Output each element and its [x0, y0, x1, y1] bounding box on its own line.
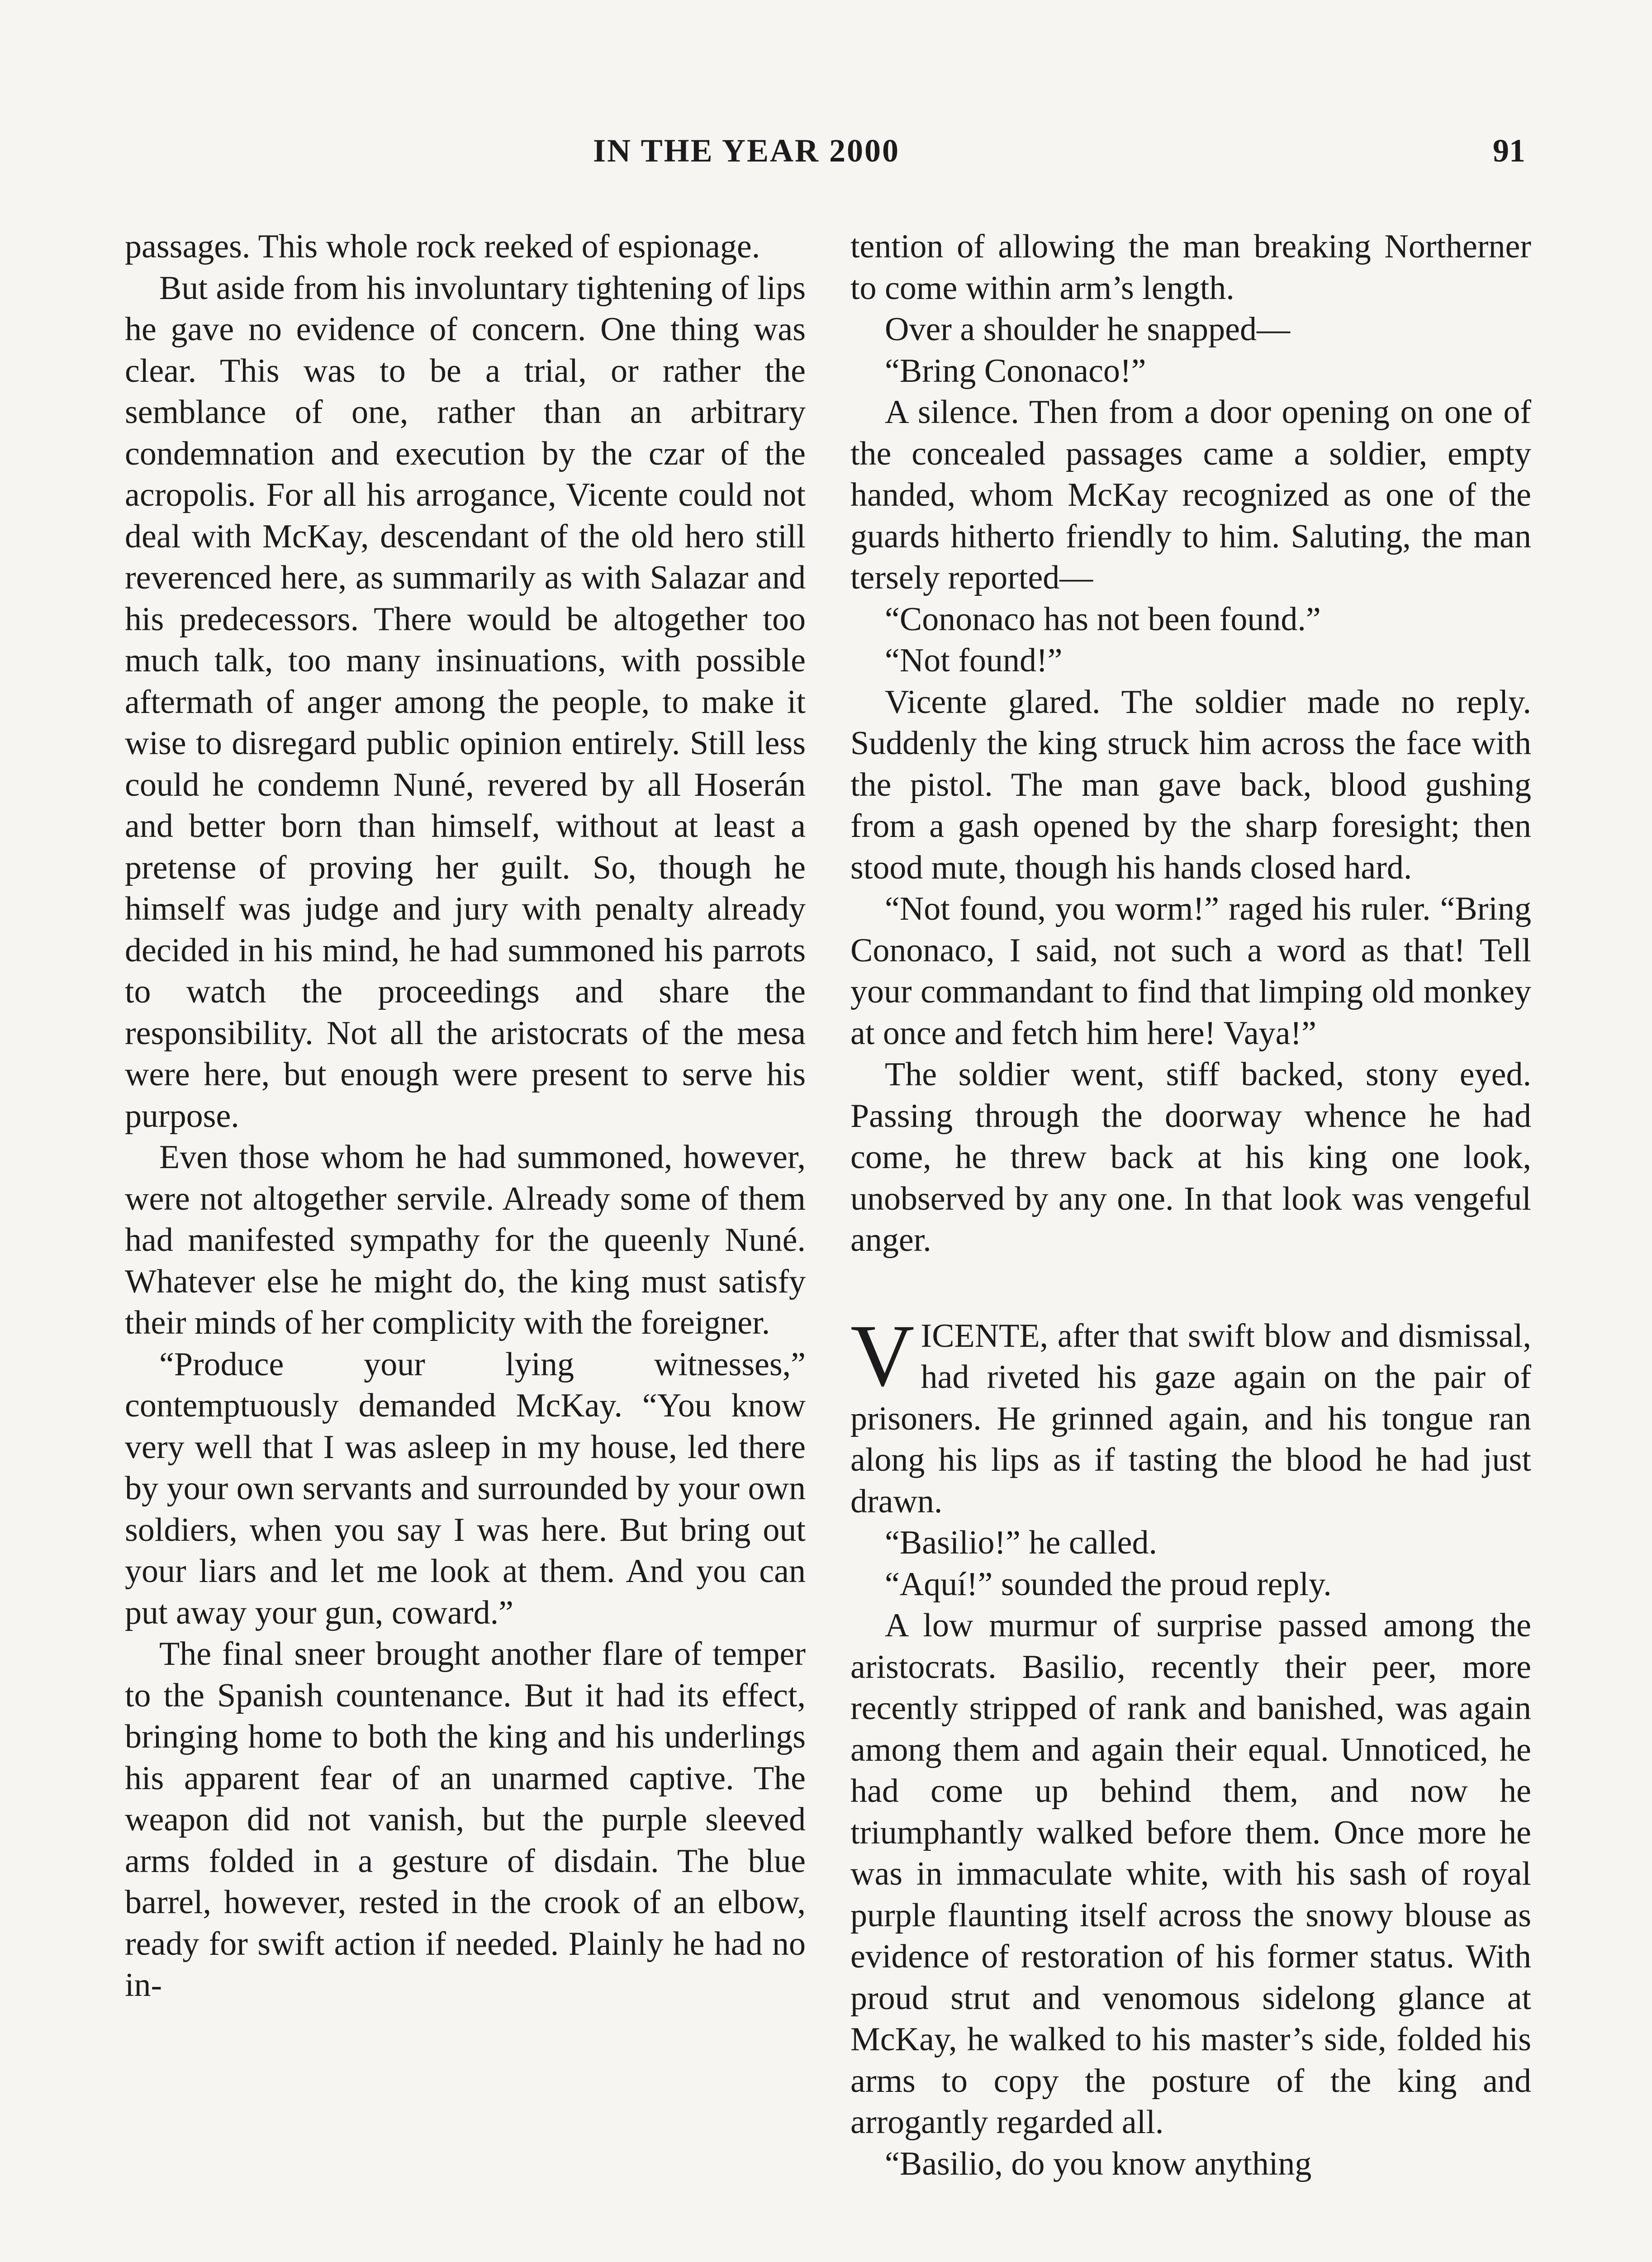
- page-number: 91: [1493, 133, 1525, 169]
- paragraph: “Not found!”: [885, 642, 1063, 679]
- paragraph: “Bring Cononaco!”: [885, 352, 1146, 390]
- left-column: [125, 226, 806, 2006]
- paragraph: “Cononaco has not been found.”: [885, 600, 1321, 638]
- paragraph: tention of allowing the man breaking Northerner to come within arm’s length.: [850, 228, 1531, 307]
- paragraph: “Produce your lying witnesses,” contemptuously demanded McKay. “You know very well that I was asleep in my house, led there by your own servants and surrounded by your own soldiers, when you say I was here. But bring out your liars and let me look at them. And you can put away your gun, coward.”: [125, 1345, 806, 1631]
- paragraph: “Basilio, do you know anything: [885, 2145, 1312, 2182]
- paragraph: The soldier went, stiff backed, stony eyed. Passing through the doorway whence he had come, he threw back at his king one look, unobserved by any one. In that look was vengeful anger.: [850, 1056, 1531, 1259]
- paragraph: A low murmur of surprise passed among the aristocrats. Basilio, recently their peer, more recently stripped of rank and banished, was again among them and again their equal. Unnoticed, he had come up behind them, and now he triumphantly walked before them. Once more he was in immaculate white, with his sash of royal purple flaunting itself across the snowy blouse as evidence of restoration of his former status. With proud strut and venomous sidelong glance at McKay, he walked to his master’s side, folded his arms to copy the posture of the king and arrogantly regarded all.: [850, 1607, 1531, 2141]
- paragraph: Over a shoulder he snapped—: [885, 311, 1290, 348]
- section-opening-text: ICENTE, after that swift blow and dismissal, had riveted his gaze again on the pair of prisoners. He grinned again, and his tongue ran along his lips as if tasting the blood he had just drawn.: [850, 1317, 1531, 1520]
- paragraph: But aside from his involuntary tightening of lips he gave no evidence of concern. One thing was clear. This was to be a trial, or rather the semblance of one, rather than an arbitrary condemnation and execution by the czar of the acropolis. For all his arrogance, Vicente could not deal with McKay, descendant of the old hero still reverenced here, as summarily as with Salazar and his predecessors. There would be altogether too much talk, too many insinuations, with possible aftermath of anger among the people, to make it wise to disregard public opinion entirely. Still less could he condemn Nuné, revered by all Hoserán and better born than himself, without at least a pretense of proving her guilt. So, though he himself was judge and jury with penalty already decided in his mind, he had summoned his parrots to watch the proceedings and share the responsibility. Not all the aristocrats of the mesa were here, but enough were present to serve his purpose.: [125, 269, 806, 1135]
- right-column: [850, 226, 1531, 2185]
- paragraph: “Not found, you worm!” raged his ruler. “Bring Cononaco, I said, not such a word as that! Tell your commandant to find that limping old monkey at once and fetch him here! Vaya!”: [850, 890, 1531, 1052]
- paragraph: “Basilio!” he called.: [885, 1524, 1158, 1561]
- paragraph: The final sneer brought another flare of temper to the Spanish countenance. But it had its effect, bringing home to both the king and his underlings his apparent fear of an unarmed captive. The weapon did not vanish, but the purple sleeved arms folded in a gesture of disdain. The blue barrel, however, rested in the crook of an elbow, ready for swift action if needed. Plainly he had no in-: [125, 1635, 806, 2004]
- paragraph: A silence. Then from a door opening on one of the concealed passages came a soldier, empty handed, whom McKay recognized as one of the guards hitherto friendly to him. Saluting, the man tersely reported—: [850, 394, 1531, 596]
- paragraph: passages. This whole rock reeked of espionage.: [125, 228, 760, 265]
- page-header: [0, 132, 1652, 195]
- drop-cap: V: [850, 1306, 915, 1405]
- running-title: IN THE YEAR 2000: [593, 133, 900, 169]
- paragraph: Even those whom he had summoned, however, were not altogether servile. Already some of them had manifested sympathy for the queenly Nuné. Whatever else he might do, the king must satisfy their minds of her complicity with the foreigner.: [125, 1139, 806, 1341]
- section-opening-paragraph: [850, 1306, 1531, 1523]
- paragraph: “Aquí!” sounded the proud reply.: [885, 1565, 1332, 1603]
- paragraph: Vicente glared. The soldier made no reply. Suddenly the king struck him across the face with the pistol. The man gave back, blood gushing from a gash opened by the sharp foresight; then stood mute, though his hands closed hard.: [850, 683, 1531, 886]
